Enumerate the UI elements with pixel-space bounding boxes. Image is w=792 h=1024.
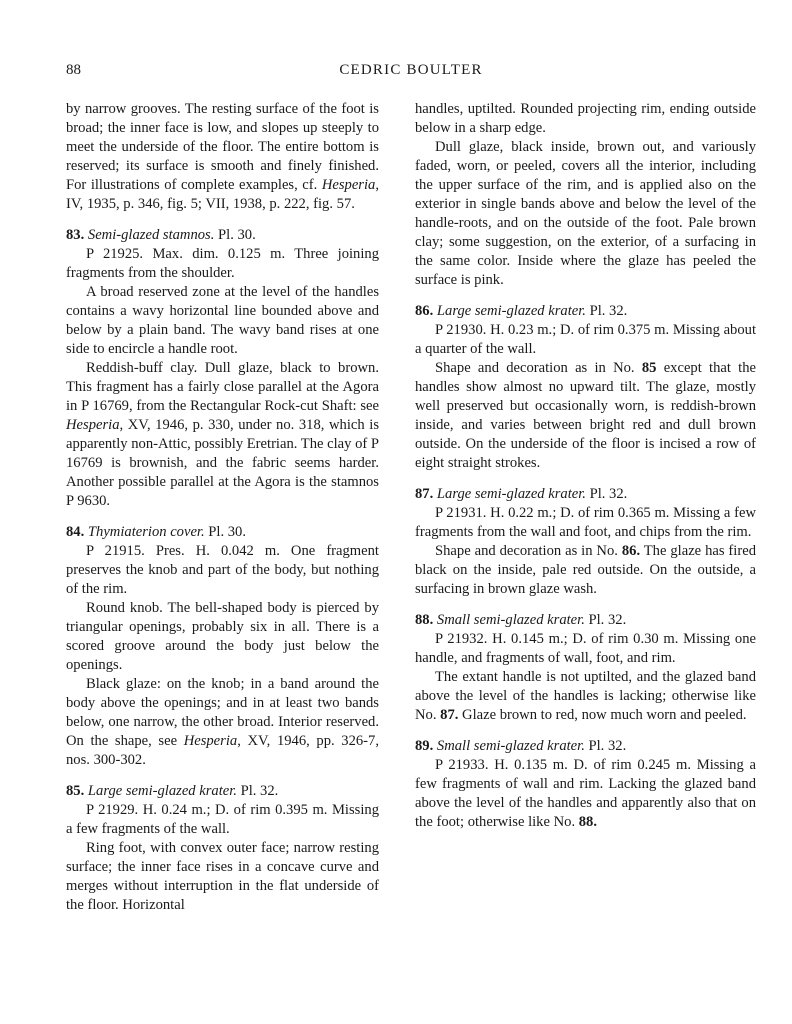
entry-86-notes: Shape and decoration as in No. 85 except that the handles show almost no upward tilt. The glaze, mostly well preserved but occasionally worn, is reddish-brown inside, and varies between bright red and dull brown outside. On the underside of the floor is incised a row of eight straight strokes. — [415, 360, 756, 471]
entry-83-notes: Reddish-buff clay. Dull glaze, black to brown. This fragment has a fairly close parallel at the Agora in P 16769, from the Rectangular Rock-cut Shaft: see Hesperia, XV, 1946, p. 330, under no. 318, which is apparently non-Attic, possibly Eretrian. The clay of P 16769 is brownish, and the fabric seems harder. Another possible parallel at the Agora is the stamnos P 9630. — [66, 360, 380, 509]
entry-84-description: P 21915. Pres. H. 0.042 m. One fragment preserves the knob and part of the body, but nothing of the rim. — [66, 543, 379, 597]
page-header — [66, 62, 756, 84]
entry-83-decoration: A broad reserved zone at the level of the handles contains a wavy horizontal line bounded above and below by a plain band. The wavy band rises at one side to encircle a handle root. — [66, 284, 379, 357]
entry-83-description: P 21925. Max. dim. 0.125 m. Three joining fragments from the shoulder. — [66, 246, 379, 281]
entry-87-notes: Shape and decoration as in No. 86. The glaze has fired black on the inside, pale red outside. On the outside, a surfacing in brown glaze wash. — [415, 543, 756, 597]
right-column — [415, 100, 756, 832]
entry-84-notes: Black glaze: on the knob; in a band around the body above the openings; and in at least two bands below, one narrow, the other broad. Interior reserved. On the shape, see Hesperia, XV, 1946, pp. 326-7, nos. 300-302. — [66, 676, 379, 768]
entry-heading-83: 83. Semi-glazed stamnos. Pl. 30. — [66, 227, 256, 243]
entry-85-description: P 21929. H. 0.24 m.; D. of rim 0.395 m. Missing a few fragments of the wall. — [66, 802, 379, 837]
entry-85-glaze: Dull glaze, black inside, brown out, and variously faded, worn, or peeled, covers all the interior, including the upper surface of the rim, and is applied also on the exterior in single bands above and below the level of the handle-roots, and on the outside of the foot. Pale brown clay; some suggestion, on the exterior, of a surfacing in the same color. Inside where the glaze has peeled the surface is pink. — [415, 139, 756, 288]
entry-heading-85: 85. Large semi-glazed krater. Pl. 32. — [66, 783, 279, 799]
entry-88-notes: The extant handle is not uptilted, and the glazed band above the level of the handles is lacking; otherwise like No. 87. Glaze brown to red, now much worn and peeled. — [415, 669, 756, 723]
entry-85-shape: Ring foot, with convex outer face; narrow resting surface; the inner face rises in a concave curve and merges without interruption in the flat underside of the floor. Horizontal — [66, 840, 379, 913]
entry-86-description: P 21930. H. 0.23 m.; D. of rim 0.375 m. Missing about a quarter of the wall. — [415, 322, 756, 357]
running-head: CEDRIC BOULTER — [339, 62, 483, 78]
entry-84-shape: Round knob. The bell-shaped body is pierced by triangular openings, probably six in all. There is a scored groove around the body just below the openings. — [66, 600, 379, 673]
entry-88-description: P 21932. H. 0.145 m.; D. of rim 0.30 m. Missing one handle, and fragments of wall, foot, and rim. — [415, 631, 756, 666]
entry-heading-89: 89. Small semi-glazed krater. Pl. 32. — [415, 738, 627, 754]
entry-heading-86: 86. Large semi-glazed krater. Pl. 32. — [415, 303, 628, 319]
entry-87-description: P 21931. H. 0.22 m.; D. of rim 0.365 m. Missing a few fragments from the wall and foot, and chips from the rim. — [415, 505, 756, 540]
entry-heading-87: 87. Large semi-glazed krater. Pl. 32. — [415, 486, 628, 502]
page-number: 88 — [66, 62, 81, 78]
entry-85-shape-continued: handles, uptilted. Rounded projecting rim, ending outside below in a sharp edge. — [415, 101, 756, 136]
entry-heading-84: 84. Thymiaterion cover. Pl. 30. — [66, 524, 246, 540]
left-column — [66, 100, 379, 915]
entry-89-description: P 21933. H. 0.135 m. D. of rim 0.245 m. Missing a few fragments of wall and rim. Lacking the glazed band above the level of the handles and apparently also that on the foot; otherwise like No. 88. — [415, 757, 756, 830]
entry-heading-88: 88. Small semi-glazed krater. Pl. 32. — [415, 612, 627, 628]
paragraph-continued: by narrow grooves. The resting surface of the foot is broad; the inner face is low, and slopes up steeply to meet the underside of the floor. The entire bottom is reserved; its surface is smooth and finely finished. For illustrations of complete examples, cf. Hesperia, IV, 1935, p. 346, fig. 5; VII, 1938, p. 222, fig. 57. — [66, 101, 379, 212]
